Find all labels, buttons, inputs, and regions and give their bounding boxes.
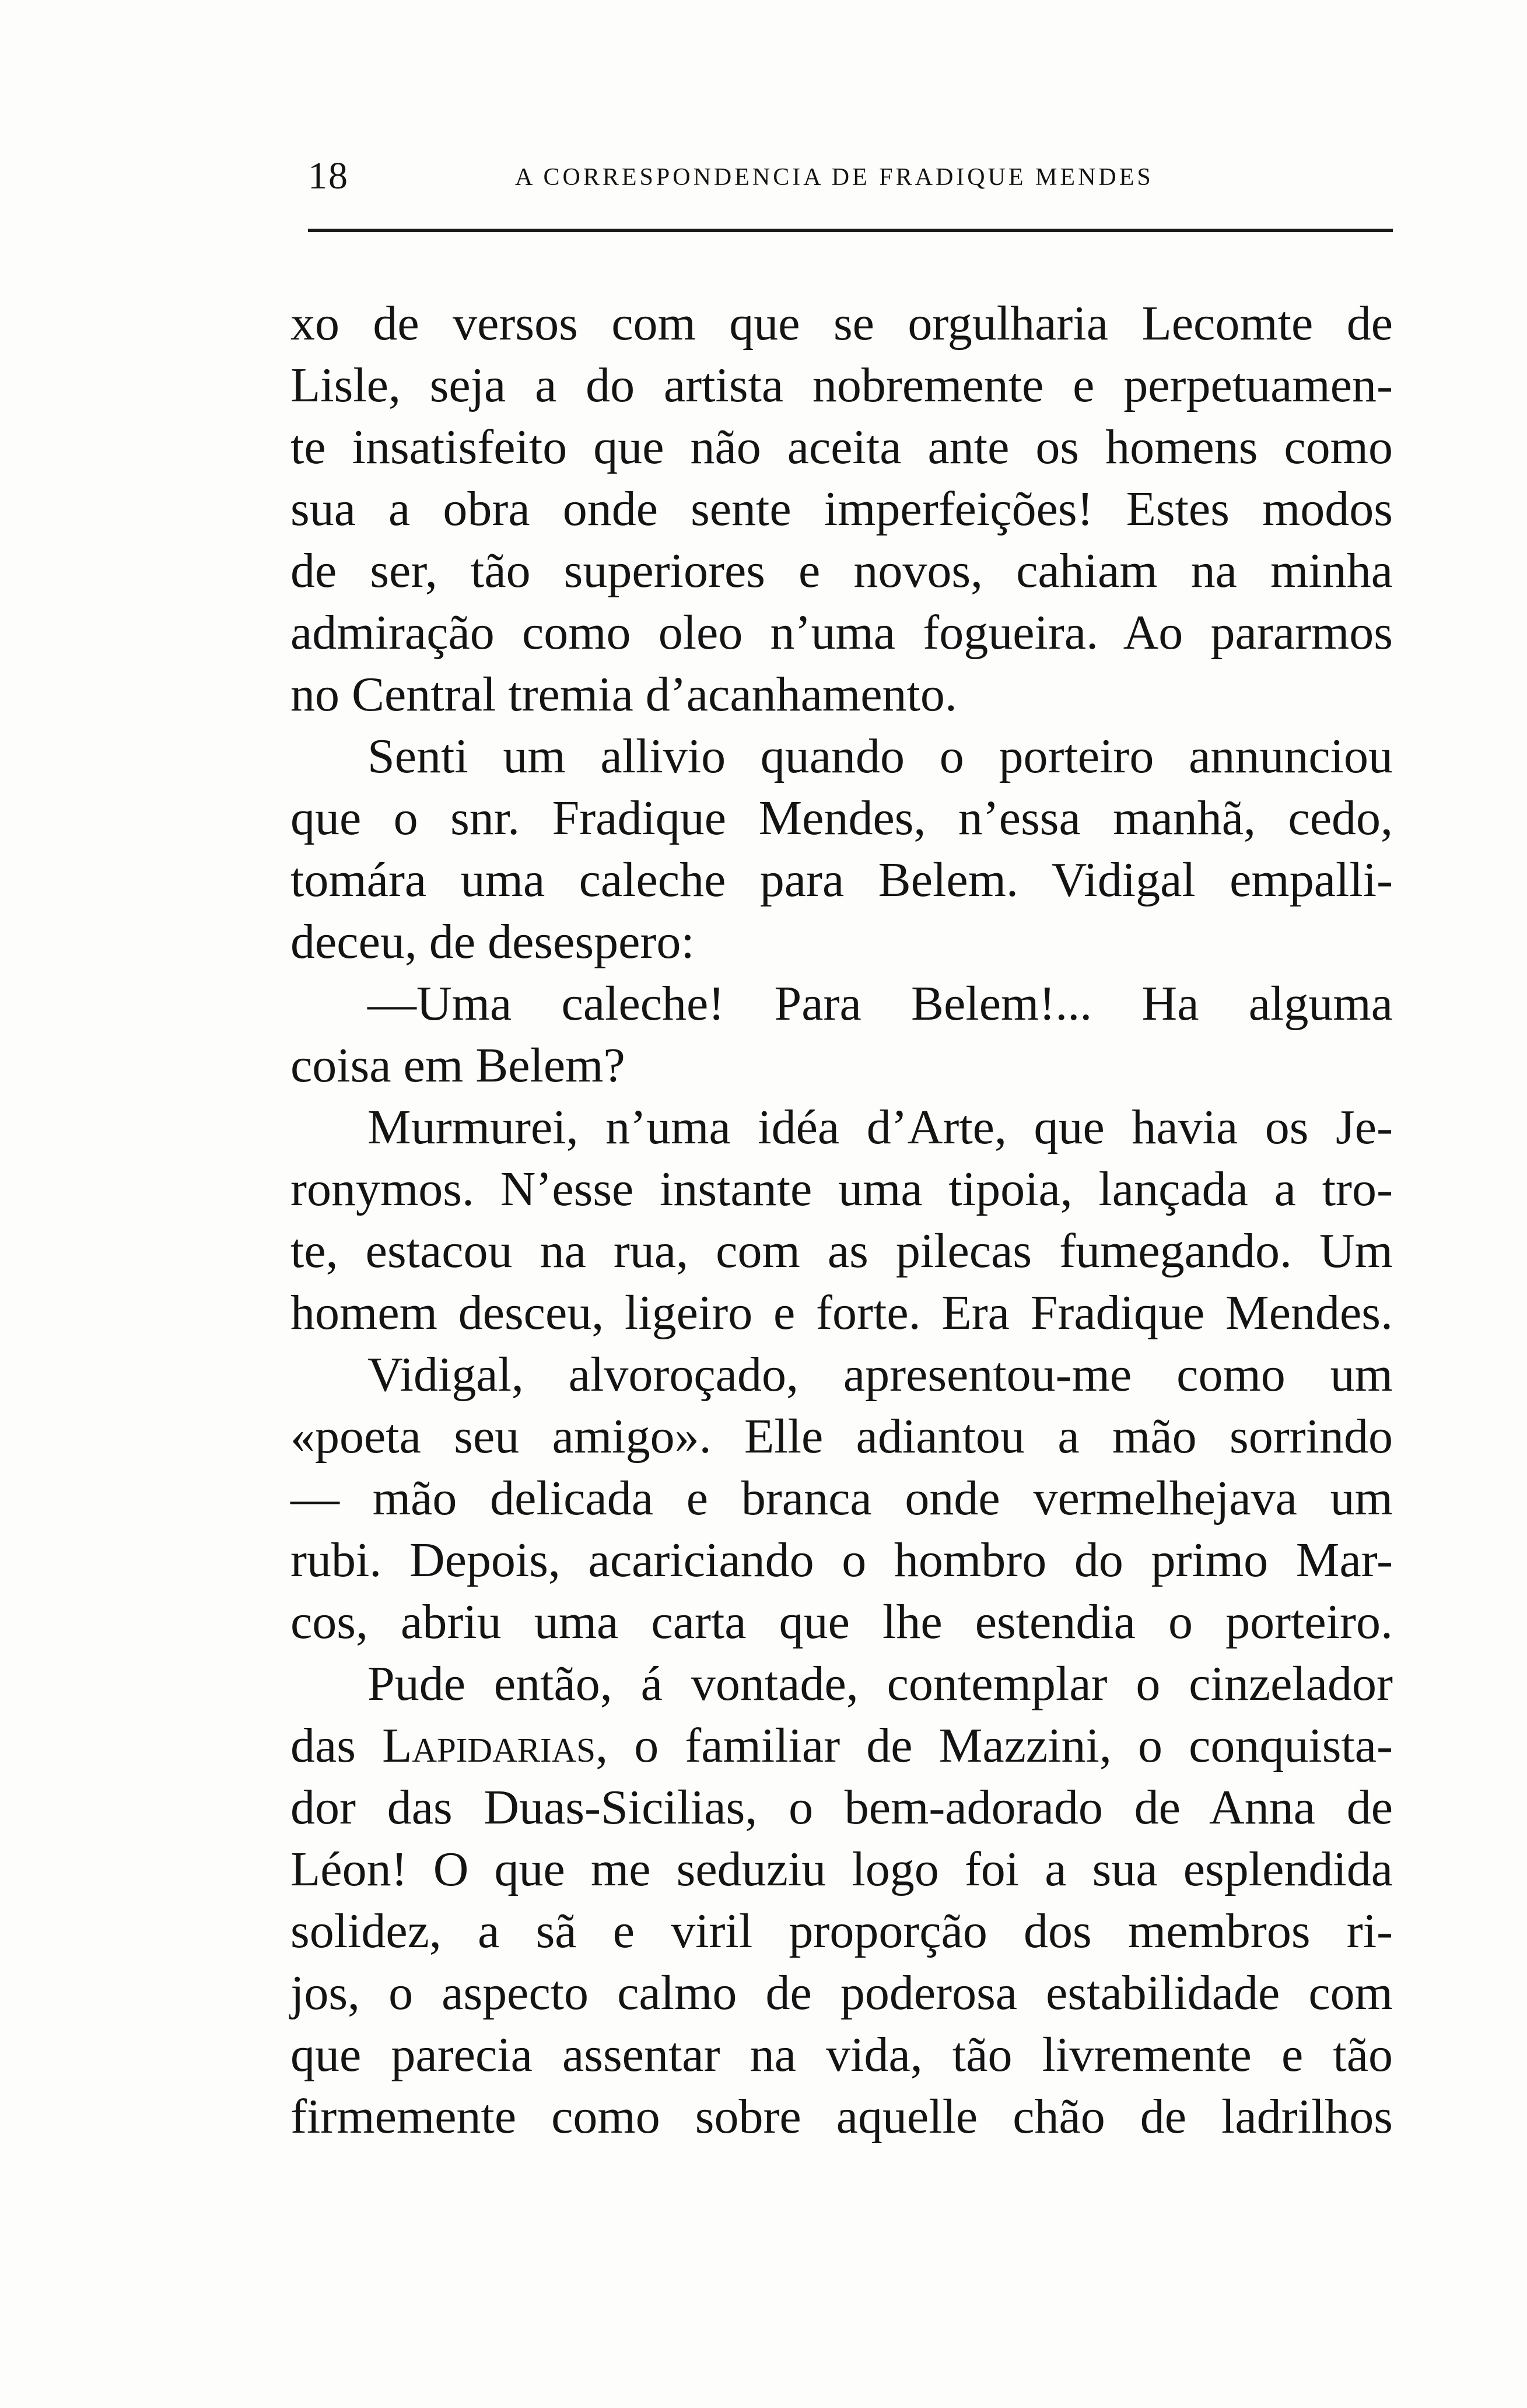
text-line: das Lapidarias, o familiar de Mazzini, o conquista- [290, 1718, 1393, 1773]
running-title: A CORRESPONDENCIA DE FRADIQUE MENDES [515, 164, 1154, 191]
text-line: sua a obra onde sente imperfeições! Estes modos [290, 482, 1393, 536]
header-rule [308, 229, 1393, 232]
text-line: — mão delicada e branca onde vermelhejava um [290, 1471, 1393, 1525]
text-line: «poeta seu amigo». Elle adiantou a mão sorrindo [290, 1409, 1393, 1464]
text-line: cos, abriu uma carta que lhe estendia o porteiro. [290, 1595, 1393, 1649]
text-line: solidez, a sã e viril proporção dos membros ri- [290, 1904, 1393, 1958]
text-line: deceu, de desespero: [290, 915, 695, 969]
text-line: jos, o aspecto calmo de poderosa estabilidade com [290, 1966, 1393, 2020]
running-head [308, 153, 1393, 200]
text-line: firmemente como sobre aquelle chão de ladrilhos [290, 2090, 1393, 2144]
text-line: que parecia assentar na vida, tão livremente e tão [290, 2028, 1393, 2082]
book-title-lapidarias: Lapidarias [382, 1718, 596, 1773]
text-line: xo de versos com que se orgulharia Lecomte de [290, 296, 1393, 351]
text-line: de ser, tão superiores e novos, cahiam na minha [290, 544, 1393, 598]
text-line: Senti um allivio quando o porteiro annunciou [367, 729, 1393, 783]
text-line: coisa em Belem? [290, 1038, 625, 1093]
page-number: 18 [308, 155, 349, 197]
text-line: tomára uma caleche para Belem. Vidigal empalli- [290, 853, 1393, 907]
text-line: homem desceu, ligeiro e forte. Era Fradique Mendes. [290, 1286, 1393, 1340]
text-line: Murmurei, n’uma idéa d’Arte, que havia os Je- [367, 1100, 1393, 1154]
text-line: que o snr. Fradique Mendes, n’essa manhã, cedo, [290, 791, 1393, 845]
text-line: rubi. Depois, acariciando o hombro do primo Mar- [290, 1533, 1393, 1587]
text-line: ronymos. N’esse instante uma tipoia, lançada a tro- [290, 1162, 1393, 1216]
text-line: admiração como oleo n’uma fogueira. Ao pararmos [290, 606, 1393, 660]
text-line: no Central tremia d’acanhamento. [290, 667, 957, 722]
text-line: —Uma caleche! Para Belem!... Ha alguma [367, 977, 1393, 1031]
text-line: Vidigal, alvoroçado, apresentou-me como um [367, 1348, 1393, 1402]
text-line: te insatisfeito que não aceita ante os homens como [290, 420, 1393, 474]
text-line: Pude então, á vontade, contemplar o cinzelador [367, 1657, 1393, 1711]
text-line: dor das Duas-Sicilias, o bem-adorado de Anna de [290, 1780, 1393, 1835]
text-line: Léon! O que me seduziu logo foi a sua esplendida [290, 1842, 1393, 1896]
text-line: te, estacou na rua, com as pilecas fumegando. Um [290, 1224, 1393, 1278]
body-text [290, 293, 1393, 2276]
text-line: Lisle, seja a do artista nobremente e perpetuamen- [290, 358, 1393, 412]
